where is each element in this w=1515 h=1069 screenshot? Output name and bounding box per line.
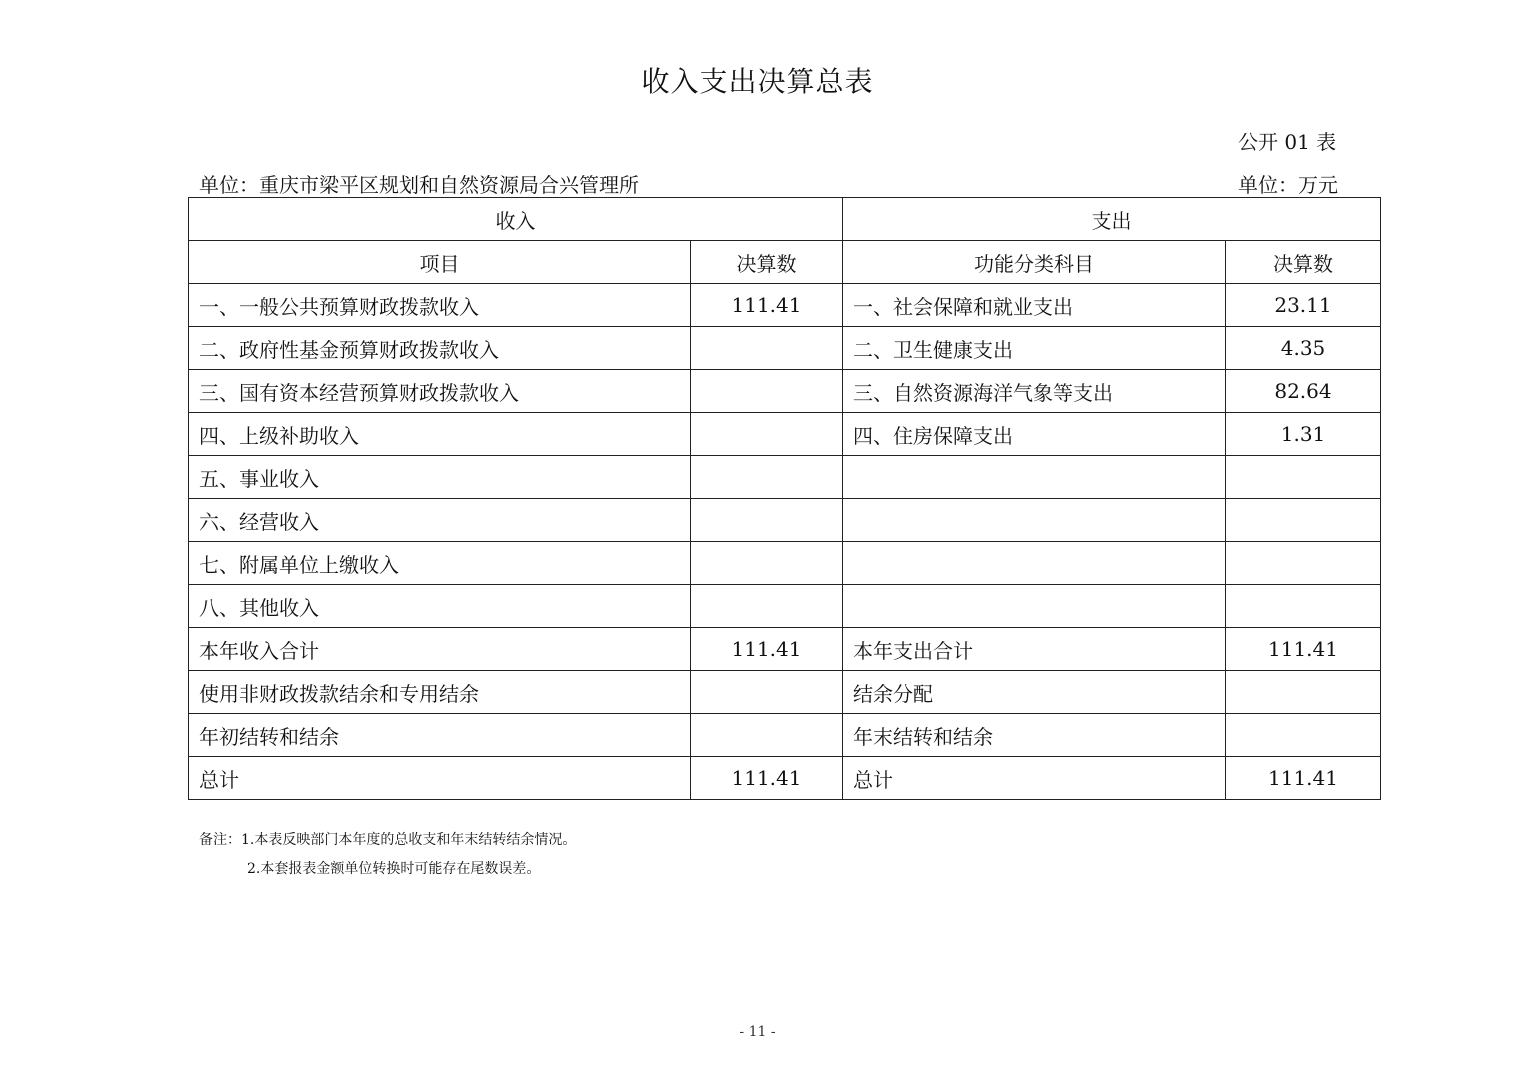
expense-item: 结余分配 <box>843 671 1226 714</box>
income-item: 五、事业收入 <box>189 456 691 499</box>
expense-item <box>843 542 1226 585</box>
header-income: 收入 <box>189 198 843 241</box>
header-item: 项目 <box>189 241 691 284</box>
income-item: 四、上级补助收入 <box>189 413 691 456</box>
income-item: 本年收入合计 <box>189 628 691 671</box>
expense-item: 三、自然资源海洋气象等支出 <box>843 370 1226 413</box>
notes <box>199 826 576 884</box>
income-amount <box>691 714 843 757</box>
income-amount <box>691 327 843 370</box>
income-amount <box>691 542 843 585</box>
header-amount: 决算数 <box>691 241 843 284</box>
table-row <box>189 284 1381 327</box>
income-item: 使用非财政拨款结余和专用结余 <box>189 671 691 714</box>
expense-amount: 111.41 <box>1226 757 1381 800</box>
table-row <box>189 327 1381 370</box>
header-expense: 支出 <box>843 198 1381 241</box>
expense-amount <box>1226 714 1381 757</box>
expense-amount: 1.31 <box>1226 413 1381 456</box>
income-amount <box>691 499 843 542</box>
expense-item <box>843 499 1226 542</box>
income-item: 二、政府性基金预算财政拨款收入 <box>189 327 691 370</box>
header-row-columns <box>189 241 1381 284</box>
table-row <box>189 628 1381 671</box>
income-amount <box>691 671 843 714</box>
table-row <box>189 542 1381 585</box>
table-row <box>189 370 1381 413</box>
expense-amount: 23.11 <box>1226 284 1381 327</box>
expense-item <box>843 456 1226 499</box>
expense-amount: 111.41 <box>1226 628 1381 671</box>
expense-item: 总计 <box>843 757 1226 800</box>
table-row <box>189 456 1381 499</box>
income-amount: 111.41 <box>691 628 843 671</box>
table-row <box>189 671 1381 714</box>
income-item: 一、一般公共预算财政拨款收入 <box>189 284 691 327</box>
expense-amount <box>1226 585 1381 628</box>
unit-currency: 单位：万元 <box>1238 173 1338 197</box>
expense-amount <box>1226 542 1381 585</box>
page-title: 收入支出决算总表 <box>641 65 874 98</box>
expense-amount: 82.64 <box>1226 370 1381 413</box>
income-expense-table <box>188 197 1381 800</box>
form-code: 公开 01 表 <box>1238 130 1337 154</box>
income-item: 三、国有资本经营预算财政拨款收入 <box>189 370 691 413</box>
note-line-2: 2.本套报表金额单位转换时可能存在尾数误差。 <box>247 861 541 877</box>
table-row <box>189 499 1381 542</box>
expense-item: 年末结转和结余 <box>843 714 1226 757</box>
income-amount <box>691 456 843 499</box>
expense-amount: 4.35 <box>1226 327 1381 370</box>
income-amount: 111.41 <box>691 757 843 800</box>
page-number: - 11 - <box>739 1024 776 1040</box>
income-item: 年初结转和结余 <box>189 714 691 757</box>
income-item: 八、其他收入 <box>189 585 691 628</box>
expense-item: 二、卫生健康支出 <box>843 327 1226 370</box>
table-row-total <box>189 757 1381 800</box>
expense-item: 四、住房保障支出 <box>843 413 1226 456</box>
expense-amount <box>1226 499 1381 542</box>
header-func-item: 功能分类科目 <box>843 241 1226 284</box>
income-amount <box>691 370 843 413</box>
expense-item: 本年支出合计 <box>843 628 1226 671</box>
income-item: 六、经营收入 <box>189 499 691 542</box>
table-row <box>189 714 1381 757</box>
income-amount <box>691 585 843 628</box>
note-line-1: 备注：1.本表反映部门本年度的总收支和年末结转结余情况。 <box>199 832 577 848</box>
header-amount-2: 决算数 <box>1226 241 1381 284</box>
expense-item: 一、社会保障和就业支出 <box>843 284 1226 327</box>
expense-amount <box>1226 671 1381 714</box>
income-item: 总计 <box>189 757 691 800</box>
unit-organization: 单位：重庆市梁平区规划和自然资源局合兴管理所 <box>199 173 639 197</box>
income-item: 七、附属单位上缴收入 <box>189 542 691 585</box>
table-row <box>189 413 1381 456</box>
table-row <box>189 585 1381 628</box>
income-amount: 111.41 <box>691 284 843 327</box>
header-row-groups <box>189 198 1381 241</box>
expense-item <box>843 585 1226 628</box>
income-amount <box>691 413 843 456</box>
expense-amount <box>1226 456 1381 499</box>
